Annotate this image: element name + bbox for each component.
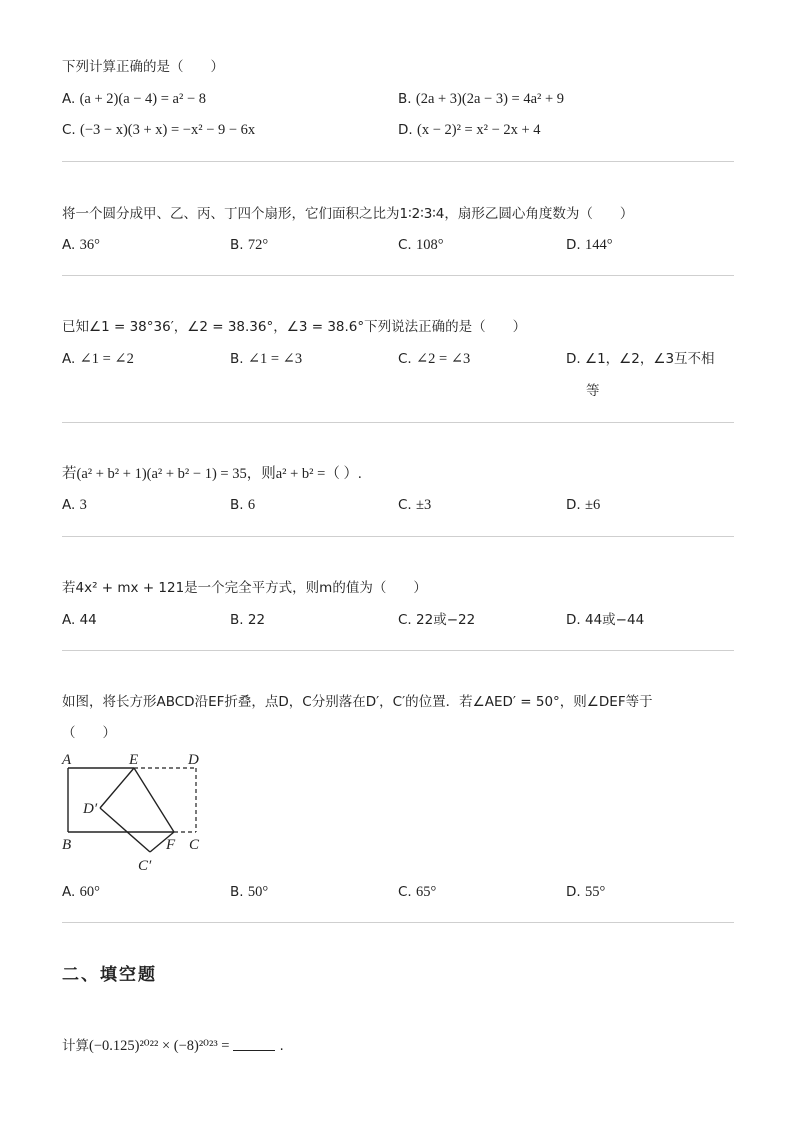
option-c[interactable]: C. ±3: [398, 497, 432, 513]
divider: [62, 275, 734, 276]
option-c[interactable]: C. 65°: [398, 884, 437, 900]
question-stem: 将一个圆分成甲、乙、丙、丁四个扇形，它们面积之比为1∶2∶3∶4，扇形乙圆心角度数为（ ）: [62, 206, 634, 222]
divider: [62, 536, 734, 537]
question-stem: 若4x² + mx + 121是一个完全平方式，则m的值为（ ）: [62, 580, 427, 596]
option-d-continued: 等: [586, 383, 600, 399]
question-stem-bracket: （ ）: [62, 725, 116, 741]
divider: [62, 161, 734, 162]
option-b[interactable]: B. 6: [230, 497, 256, 513]
divider: [62, 922, 734, 923]
option-c[interactable]: C. 108°: [398, 237, 444, 253]
label-c: C: [189, 837, 200, 853]
option-d[interactable]: D. ±6: [566, 497, 601, 513]
option-a[interactable]: A. 60°: [62, 884, 100, 900]
option-a[interactable]: A. 44: [62, 612, 97, 628]
fill-question-1: 计算(−0.125)²⁰²² × (−8)²⁰²³ = .: [62, 1038, 284, 1054]
option-d[interactable]: D. 44或−44: [566, 612, 645, 628]
option-d[interactable]: D. ∠1，∠2，∠3互不相: [566, 351, 715, 367]
edge-ed-prime: [100, 768, 134, 808]
folded-rectangle-figure: [62, 747, 222, 875]
section-title: 二、填空题: [62, 965, 157, 985]
option-a[interactable]: A. (a + 2)(a − 4) = a² − 8: [62, 91, 207, 107]
option-b[interactable]: B. ∠1 = ∠3: [230, 351, 303, 367]
divider: [62, 422, 734, 423]
option-b[interactable]: B. (2a + 3)(2a − 3) = 4a² + 9: [398, 91, 565, 107]
label-d-prime: D′: [83, 801, 98, 817]
question-stem: 下列计算正确的是（ ）: [62, 59, 224, 75]
label-a: A: [62, 752, 72, 768]
fold-line-ef: [134, 768, 174, 832]
answer-blank[interactable]: [233, 1038, 275, 1051]
edge-d-prime-c-prime: [100, 808, 150, 852]
option-d[interactable]: D. (x − 2)² = x² − 2x + 4: [398, 122, 541, 138]
option-a[interactable]: A. 36°: [62, 237, 100, 253]
option-b[interactable]: B. 72°: [230, 237, 269, 253]
question-stem: 若(a² + b² + 1)(a² + b² − 1) = 35，则a² + b² =（ ）.: [62, 466, 362, 482]
option-b[interactable]: B. 22: [230, 612, 266, 628]
option-c[interactable]: C. ∠2 = ∠3: [398, 351, 471, 367]
question-stem: 已知∠1 = 38°36′，∠2 = 38.36°，∠3 = 38.6°下列说法正确的是（ ）: [62, 319, 527, 335]
divider: [62, 650, 734, 651]
label-b: B: [62, 837, 72, 853]
label-e: E: [129, 752, 139, 768]
option-a[interactable]: A. ∠1 = ∠2: [62, 351, 134, 367]
option-d[interactable]: D. 144°: [566, 237, 613, 253]
option-b[interactable]: B. 50°: [230, 884, 269, 900]
question-stem: 如图，将长方形ABCD沿EF折叠，点D，C分别落在D′，C′的位置．若∠AED′ = 50°，则∠DEF等于: [62, 694, 653, 710]
option-c[interactable]: C. 22或−22: [398, 612, 476, 628]
label-d: D: [188, 752, 199, 768]
option-a[interactable]: A. 3: [62, 497, 87, 513]
label-c-prime: C′: [138, 858, 152, 874]
option-d[interactable]: D. 55°: [566, 884, 606, 900]
label-f: F: [166, 837, 176, 853]
option-c[interactable]: C. (−3 − x)(3 + x) = −x² − 9 − 6x: [62, 122, 256, 138]
